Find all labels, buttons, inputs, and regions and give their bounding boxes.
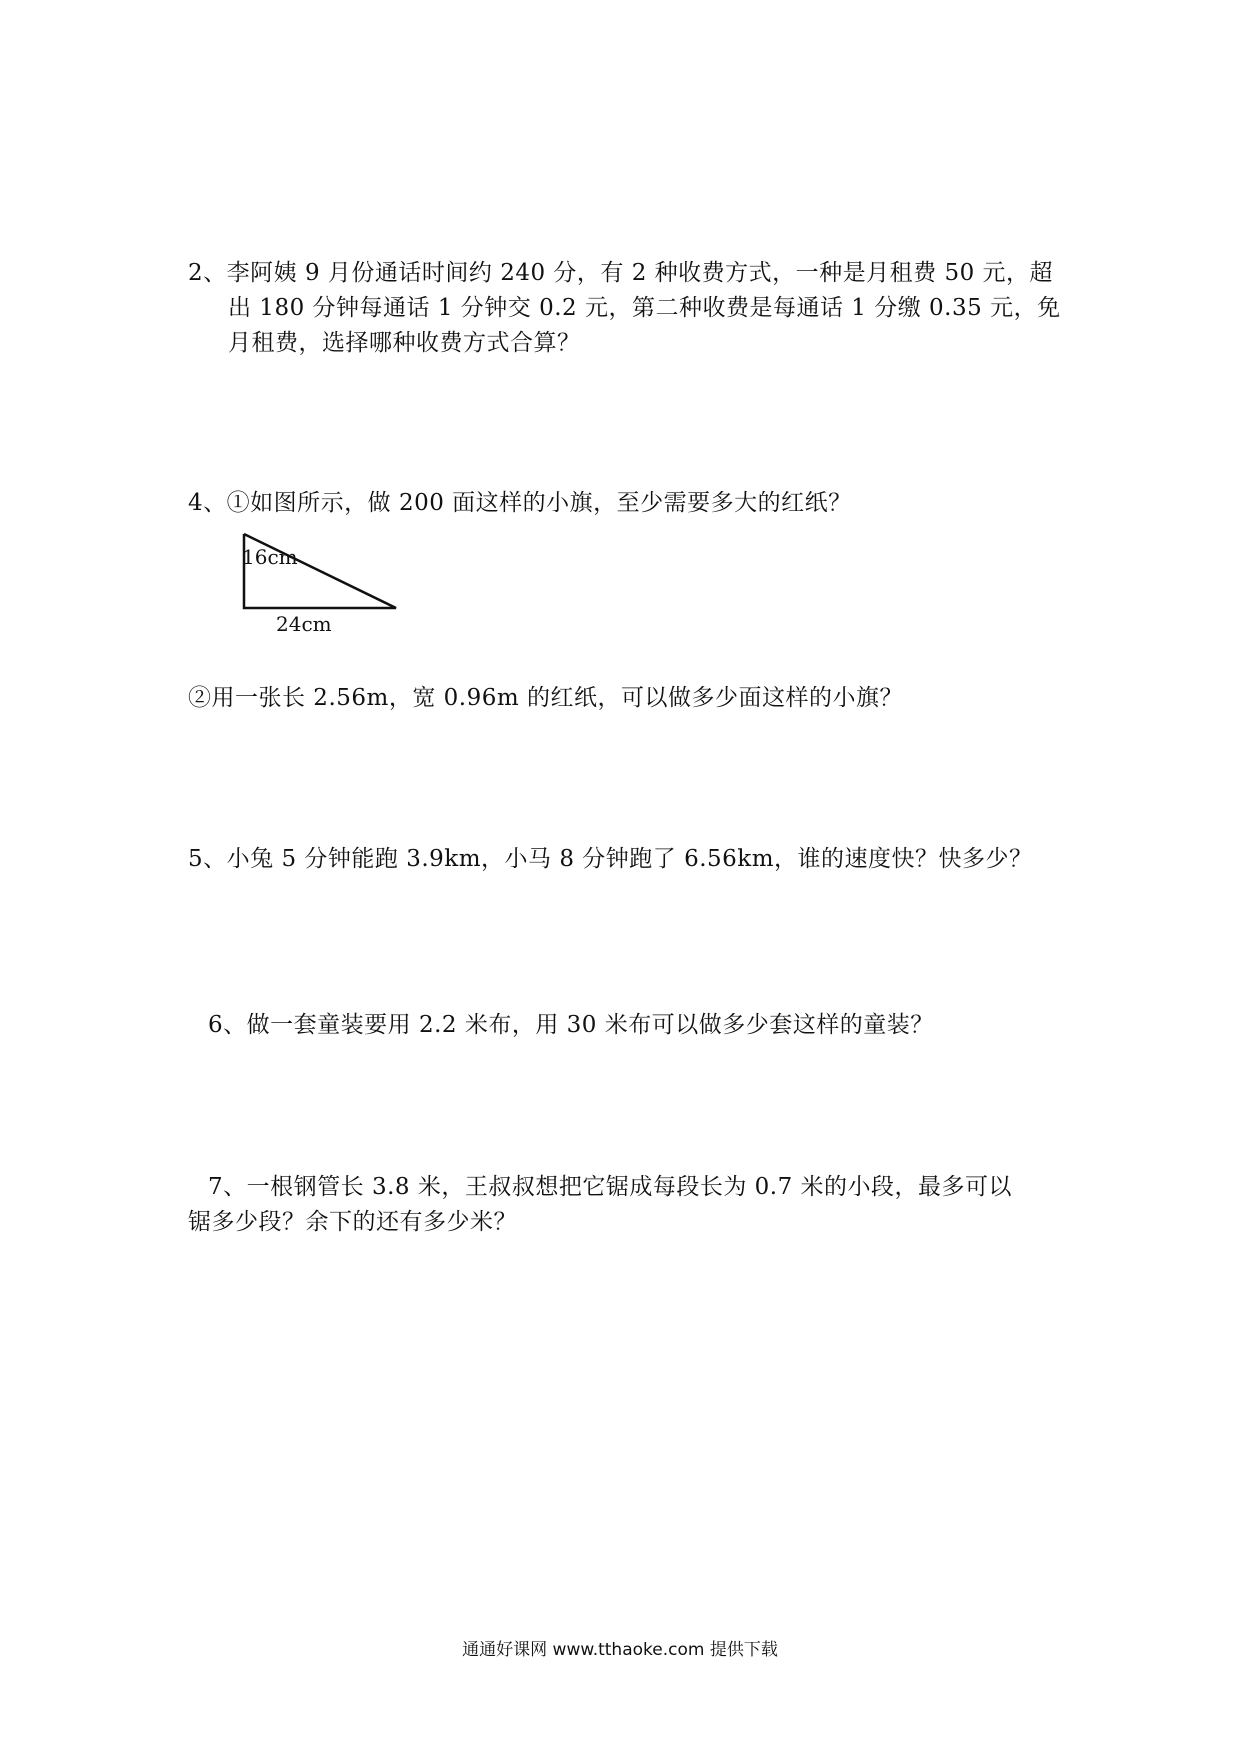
q2-line-1: 2、李阿姨 9 月份通话时间约 240 分，有 2 种收费方式，一种是月租费 50 元，超 <box>188 260 1054 286</box>
base-label: 24cm <box>276 612 332 636</box>
height-label: 16cm <box>242 545 298 569</box>
footer-credit: 通通好课网 www.tthaoke.com 提供下载 <box>462 1640 778 1660</box>
q7-line-1: 7、一根钢管长 3.8 米，王叔叔想把它锯成每段长为 0.7 米的小段，最多可以 <box>208 1174 1013 1200</box>
question-5: 5、小兔 5 分钟能跑 3.9km，小马 8 分钟跑了 6.56km，谁的速度快？快多少？ <box>188 846 1033 872</box>
triangle-figure <box>240 532 410 636</box>
q2-line-2: 出 180 分钟每通话 1 分钟交 0.2 元，第二种收费是每通话 1 分缴 0.35 元，免 <box>228 295 1061 321</box>
q2-line-3: 月租费，选择哪种收费方式合算？ <box>228 330 581 356</box>
q4-line-2: ②用一张长 2.56m，宽 0.96m 的红纸，可以做多少面这样的小旗？ <box>188 685 903 711</box>
question-6: 6、做一套童装要用 2.2 米布，用 30 米布可以做多少套这样的童装？ <box>208 1012 934 1038</box>
q7-line-2: 锯多少段？余下的还有多少米？ <box>188 1209 517 1235</box>
q4-line-1: 4、①如图所示，做 200 面这样的小旗，至少需要多大的红纸？ <box>188 490 852 516</box>
